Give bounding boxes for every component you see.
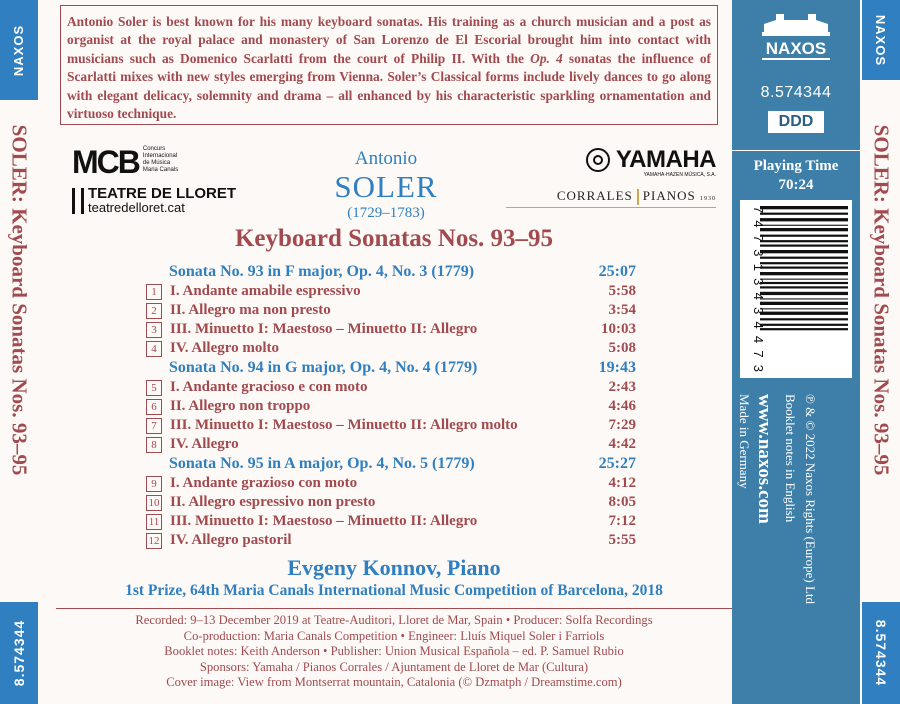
corrales-pianos-logo: CORRALES PIANOS 1930: [506, 188, 716, 208]
credits: Recorded: 9–13 December 2019 at Teatre-Auditori, Lloret de Mar, Spain • Producer: Solfa Recordings Co-production: Maria Canals Competition • Engineer: Lluís Miquel Soler i Farriols Booklet notes: Keith Anderson • Publisher: Union Musical Española – ed. P. Samuel Rubio Sponsors: Yamaha / Pianos Corrales / Ajuntament de Lloret de Mar (Cultura) Cover image: View from Montserrat mountain, Catalonia (© Dzmatph / Dreamstime.com): [56, 608, 732, 691]
barcode-bar: [760, 218, 848, 221]
track-row: 5 I. Andante gracioso e con moto 2:43: [146, 378, 636, 397]
mcb-logo: MCB Concurs Internacional de Música Maria Canals: [72, 144, 179, 180]
composer-block: Antonio SOLER (1729–1783): [334, 148, 438, 221]
barcode-bar: [760, 328, 848, 330]
right-spine: [862, 0, 900, 704]
barcode-digits: 747313434473: [751, 206, 766, 372]
info-panel: [732, 0, 860, 704]
track-row: 11 III. Minuetto I: Maestoso – Minuetto II: Allegro 7:12: [146, 512, 636, 531]
barcode-bar: [760, 262, 848, 264]
track-row: 1 I. Andante amabile espressivo 5:58: [146, 282, 636, 301]
barcode-bar: [760, 324, 848, 326]
sponsor-logos-left: [72, 146, 252, 215]
spine-title: SOLER: Keyboard Sonatas Nos. 93–95: [7, 124, 32, 476]
spine-catalog-badge: 8.574344: [0, 602, 38, 704]
sonata-heading: Sonata No. 94 in G major, Op. 4, No. 4 (1779) 19:43: [169, 359, 636, 376]
teatre-lloret-logo: TEATRE DE LLORET teatredelloret.cat: [72, 186, 252, 215]
vertical-info: ℗ & © 2022 Naxos Rights (Europe) Ltd Booklet notes in English www.naxos.com Made in Germany: [737, 394, 818, 605]
barcode-bar: [760, 282, 848, 284]
barcode-bar: [760, 235, 848, 237]
barcode-bar: [760, 245, 848, 247]
barcode-bar: [760, 206, 848, 209]
sonata-heading: Sonata No. 95 in A major, Op. 4, No. 5 (1779) 25:27: [169, 455, 636, 472]
barcode-bar: [760, 228, 848, 231]
intro-text: Antonio Soler is best known for his many keyboard sonatas. His training as a church musician and a post as organist at the royal palace and monastery of San Lorenzo de El Escorial brought him into contact with musicians such as Domenico Scarlatti from the court of Philip II. With the Op. 4 sonatas the influence of Scarlatti mixes with new styles emerging from Vienna. Soler’s Classical forms include lively dances to go along with elegant delicacy, solemnity and drama – all enhanced by his characteristic sparkling ornamentation and virtuoso technique.: [60, 5, 718, 125]
barcode-bar: [760, 279, 848, 280]
track-row: 4 IV. Allegro molto 5:08: [146, 339, 636, 358]
lloret-mark-icon: [72, 188, 84, 214]
barcode-bar: [760, 240, 848, 242]
spine-title-right: SOLER: Keyboard Sonatas Nos. 93–95: [869, 124, 894, 476]
track-row: 9 I. Andante grazioso con moto 4:12: [146, 474, 636, 493]
barcode-bar: [760, 225, 848, 226]
spine-naxos-badge-top-right: NAXOS: [862, 0, 900, 80]
ddd-badge: DDD: [768, 111, 824, 133]
barcode-bar: [760, 298, 848, 299]
sonata-heading: Sonata No. 93 in F major, Op. 4, No. 3 (1779) 25:07: [169, 263, 636, 280]
track-list: [146, 262, 636, 550]
barcode-icon: [740, 200, 852, 378]
spine-naxos-badge-top: NAXOS: [0, 0, 38, 100]
track-row: 8 IV. Allegro 4:42: [146, 435, 636, 454]
track-row: 12 IV. Allegro pastoril 5:55: [146, 531, 636, 550]
naxos-logo-icon: [754, 10, 838, 62]
track-row: 10 II. Allegro espressivo non presto 8:05: [146, 493, 636, 512]
catalog-number: 8.574344: [760, 84, 832, 101]
left-spine: [0, 0, 38, 704]
barcode-bar: [760, 267, 848, 269]
sponsor-logos-right: YAMAHA YAMAHA-HAZEN MÚSICA, S.A. CORRALES PIANOS 1930: [506, 146, 716, 208]
barcode-bar: [760, 213, 848, 215]
barcode-bar: [760, 302, 848, 305]
barcode-bar: [760, 308, 848, 309]
barcode-bar: [760, 257, 848, 259]
barcode-bar: [760, 250, 848, 253]
barcode-bar: [760, 272, 848, 275]
barcode-bar: [760, 292, 848, 295]
track-row: 2 II. Allegro ma non presto 3:54: [146, 301, 636, 320]
barcode-bar: [760, 318, 848, 320]
album-title: Keyboard Sonatas Nos. 93–95: [234, 225, 554, 252]
track-row: 3 III. Minuetto I: Maestoso – Minuetto II: Allegro 10:03: [146, 320, 636, 339]
corrales-bar-icon: [637, 189, 639, 205]
track-row: 6 II. Allegro non troppo 4:46: [146, 397, 636, 416]
svg-text:NAXOS: NAXOS: [765, 39, 827, 58]
yamaha-tuning-fork-icon: [586, 148, 610, 172]
barcode-bar: [760, 286, 848, 288]
track-row: 7 III. Minuetto I: Maestoso – Minuetto II: Allegro molto 7:29: [146, 416, 636, 435]
main-panel: [56, 0, 732, 704]
performer: Evgeny Konnov, Piano: [287, 555, 501, 580]
playing-time: Playing Time 70:24: [732, 150, 860, 195]
spine-catalog-badge-right: 8.574344: [862, 602, 900, 704]
prize-line: 1st Prize, 64th Maria Canals International Music Competition of Barcelona, 2018: [125, 582, 663, 599]
barcode-bar: [760, 312, 848, 315]
yamaha-logo: YAMAHA: [506, 146, 716, 174]
